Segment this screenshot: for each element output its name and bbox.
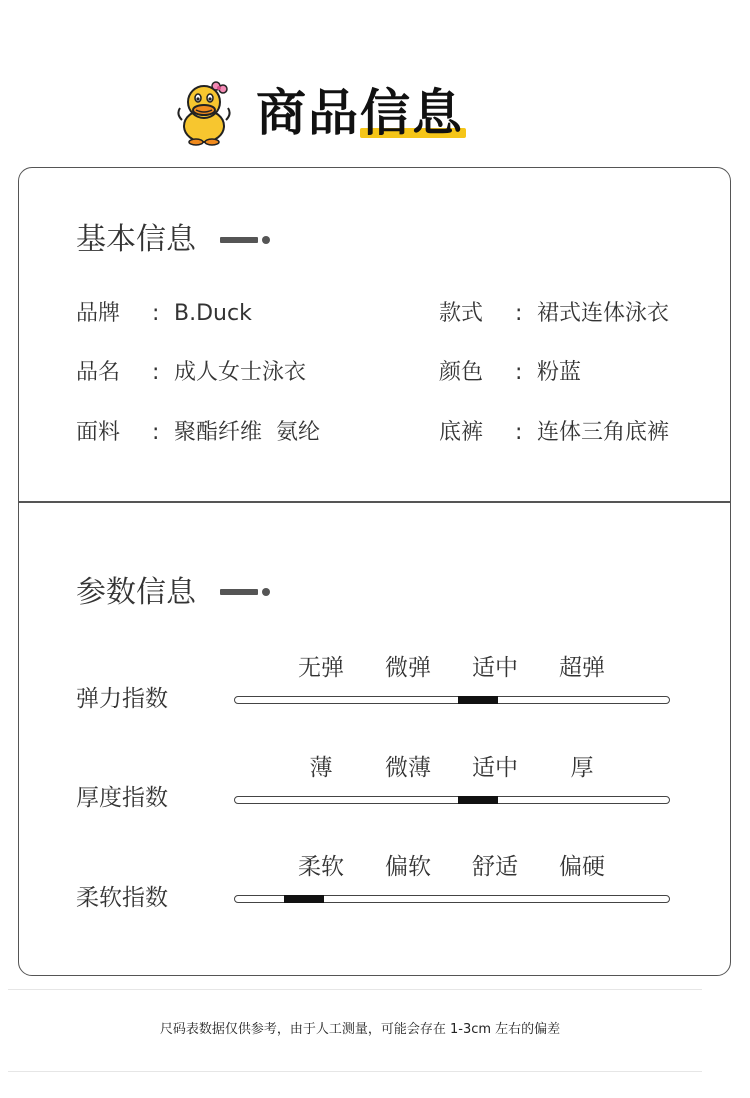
thickness-indicator [458,796,498,804]
basic-info-title: 基本信息 [76,222,196,257]
info-label: 底裤 [439,420,484,445]
scale-label: 无弹 [298,655,344,681]
elasticity-indicator [458,696,498,704]
info-colon: : [515,360,523,385]
info-value: 连体三角底裤 [537,420,670,445]
page-header [0,72,750,152]
scale-label: 舒适 [472,854,518,880]
scale-label: 偏软 [385,854,431,880]
softness-scale-track [234,895,670,903]
info-value: 成人女士泳衣 [174,360,307,385]
scale-label: 微薄 [385,755,431,781]
info-label: 品名 [76,360,121,385]
elasticity-label: 弹力指数 [76,686,168,712]
info-colon: : [152,360,160,385]
scale-label: 超弹 [559,655,605,681]
elasticity-scale-track [234,696,670,704]
scale-label: 微弹 [385,655,431,681]
info-label: 颜色 [439,360,484,385]
info-colon: : [515,301,523,326]
info-value: 聚酯纤维 氨纶 [174,420,320,445]
info-colon: : [152,301,160,326]
softness-indicator [284,895,324,903]
scale-label: 适中 [472,655,518,681]
info-value: 粉蓝 [537,360,582,385]
info-colon: : [515,420,523,445]
info-colon: : [152,420,160,445]
thickness-label: 厚度指数 [76,785,168,811]
scale-label: 柔软 [298,854,344,880]
scale-label: 厚 [570,755,594,781]
note-top-rule [8,989,702,990]
params-title: 参数信息 [76,575,196,610]
info-value: B.Duck [174,301,252,326]
note-bottom-rule [8,1071,702,1072]
section-mark-icon [220,235,272,245]
section-mark-icon [220,587,272,597]
scale-label: 适中 [472,755,518,781]
scale-label: 偏硬 [559,854,605,880]
size-disclaimer: 尺码表数据仅供参考，由于人工测量，可能会存在 1-3cm 左右的偏差 [159,1022,561,1037]
product-info-card [18,167,731,976]
info-value: 裙式连体泳衣 [537,301,670,326]
page-title: 商品信息 [256,84,464,142]
info-label: 品牌 [76,301,121,326]
scale-label: 薄 [309,755,333,781]
softness-label: 柔软指数 [76,885,168,911]
thickness-scale-track [234,796,670,804]
section-divider [19,501,730,503]
duck-mascot-icon [176,80,232,146]
info-label: 面料 [76,420,121,445]
info-label: 款式 [439,301,484,326]
